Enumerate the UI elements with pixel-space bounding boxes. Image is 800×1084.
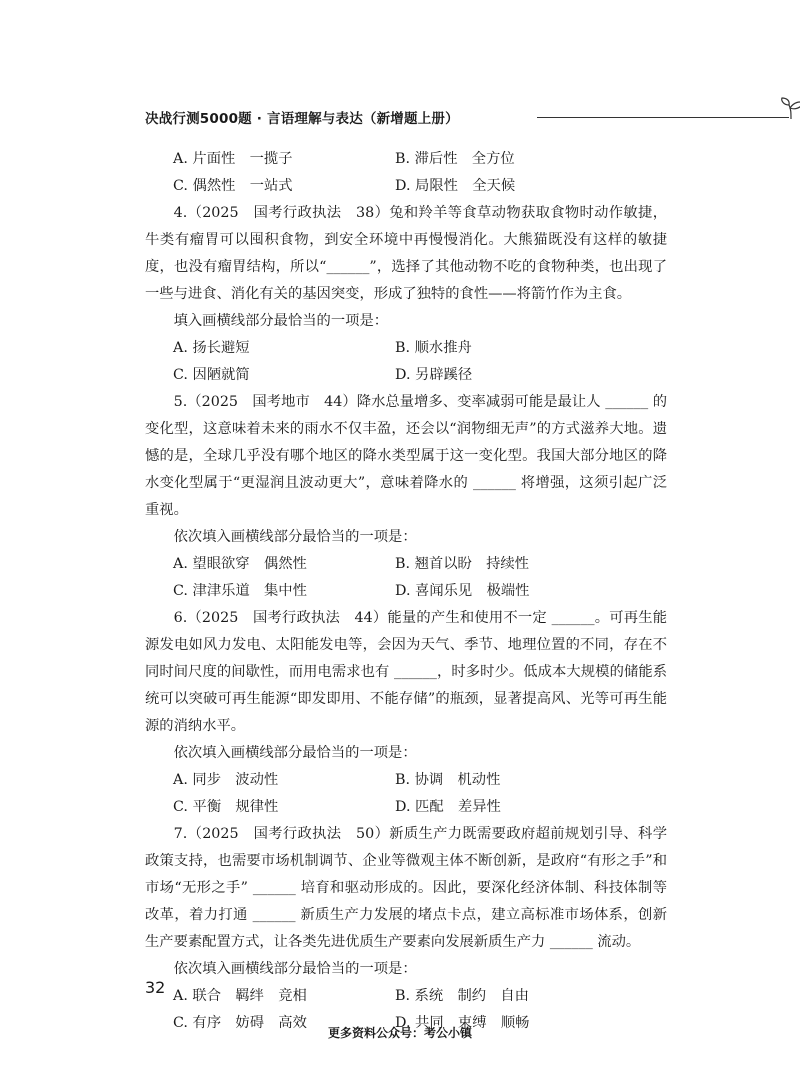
option-c: C. 平衡 规律性 [173, 799, 279, 815]
option-row [145, 983, 667, 1010]
option-row [145, 146, 667, 173]
option-d: D. 匹配 差异性 [395, 799, 501, 815]
option-a: A. 同步 波动性 [173, 772, 279, 788]
option-b: B. 顺水推舟 [395, 340, 472, 356]
option-row [145, 335, 667, 362]
option-a: A. 望眼欲穿 偶然性 [173, 556, 307, 572]
option-b: B. 翘首以盼 持续性 [395, 556, 529, 572]
question-7-stem: 依次填入画横线部分最恰当的一项是： [173, 961, 417, 977]
page-number: 32 [145, 978, 166, 997]
option-a: A. 扬长避短 [173, 340, 250, 356]
option-row [145, 578, 667, 605]
option-c: C. 因陋就简 [173, 367, 250, 383]
footer-note: 更多资料公众号：考公小镇 [327, 1026, 472, 1040]
question-5-text: 5.（2025 国考地市 44）降水总量增多、变率减弱可能是最让人 ______ 的变化型，这意味着未来的雨水不仅丰盈，还会以“润物细无声”的方式滋养大地。遗憾的是，全球几乎没有哪个地区的降水类型属于这一变化型。我国大部分地区的降水变化型属于“更湿润且波动更大”，意味着降水的 ______ 将增强，这须引起广泛重视。 [145, 394, 667, 518]
option-a-c: C. 偶然性 一站式 [173, 178, 293, 194]
question-6-stem: 依次填入画横线部分最恰当的一项是： [173, 745, 417, 761]
option-b-d: D. 局限性 全天候 [395, 178, 516, 194]
option-row [145, 362, 667, 389]
option-a: A. 联合 羁绊 竞相 [173, 988, 307, 1004]
running-header [145, 105, 680, 129]
page-content [145, 146, 667, 1037]
question-6-text: 6.（2025 国考行政执法 44）能量的产生和使用不一定 ______。可再生能源发电如风力发电、太阳能发电等，会因为天气、季节、地理位置的不同，存在不同时间尺度的间歇性，而用电需求也有 ______，时多时少。低成本大规模的储能系统可以突破可再生能源“即发即用、不能存储”的瓶颈，显著提高风、光等可再生能源的消纳水平。 [145, 610, 667, 734]
option-d: D. 共同 束缚 顺畅 [395, 1015, 530, 1031]
option-row [145, 173, 667, 200]
option-d: D. 喜闻乐见 极端性 [395, 583, 530, 599]
question-5-stem: 依次填入画横线部分最恰当的一项是： [173, 529, 417, 545]
book-title: 决战行测5000题 · 言语理解与表达（新增题上册） [145, 111, 459, 127]
option-row [145, 794, 667, 821]
option-b: B. 协调 机动性 [395, 772, 501, 788]
option-row [145, 551, 667, 578]
sprout-icon [781, 97, 800, 121]
option-b: B. 系统 制约 自由 [395, 988, 529, 1004]
option-row [145, 767, 667, 794]
question-7-text: 7.（2025 国考行政执法 50）新质生产力既需要政府超前规划引导、科学政策支持，也需要市场机制调节、企业等微观主体不断创新，是政府“有形之手”和市场“无形之手” ______ 培育和驱动形成的。因此，要深化经济体制、科技体制等改革，着力打通 ______ 新质生产力发展的堵点卡点，建立高标准市场体系，创新生产要素配置方式，让各类先进优质生产要素向发展新质生产力 ______ 流动。 [145, 826, 667, 950]
option-d: D. 另辟蹊径 [395, 367, 473, 383]
header-rule [537, 117, 789, 118]
option-b-d: B. 滞后性 全方位 [395, 151, 515, 167]
question-4-text: 4.（2025 国考行政执法 38）兔和羚羊等食草动物获取食物时动作敏捷，牛类有瘤胃可以囤积食物，到安全环境中再慢慢消化。大熊猫既没有这样的敏捷度，也没有瘤胃结构，所以“______”，选择了其他动物不吃的食物种类，也出现了一些与进食、消化有关的基因突变，形成了独特的食性——将箭竹作为主食。 [145, 205, 667, 302]
option-a-c: A. 片面性 一揽子 [173, 151, 293, 167]
option-c: C. 有序 妨碍 高效 [173, 1015, 307, 1031]
option-c: C. 津津乐道 集中性 [173, 583, 307, 599]
question-4-stem: 填入画横线部分最恰当的一项是： [173, 313, 389, 329]
